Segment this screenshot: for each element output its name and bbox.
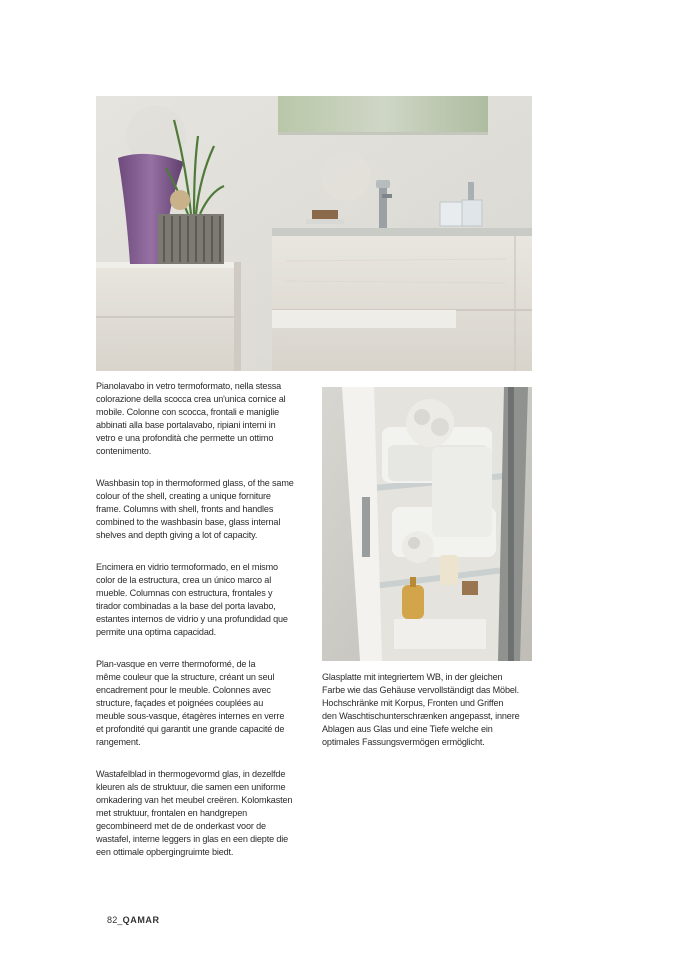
paragraph-italian: Pianolavabo in vetro termoformato, nella stessa colorazione della scocca crea un'unica cornice al mobile. Colonne con scocca, frontali e maniglie abbinati alla base portalavabo, ripiani interni in vetro e una profondità che permette un ottimo contenimento.: [96, 381, 286, 456]
description-column-right: [322, 671, 534, 768]
brand-name: QAMAR: [122, 915, 160, 925]
paragraph-english: Washbasin top in thermoformed glass, of the same colour of the shell, creating a unique forniture frame. Columns with shell, fronts and handles combined to the washbasin base, glass internal shelves and depth giving a lot of capacity.: [96, 478, 294, 540]
description-column-left: [96, 380, 314, 878]
page-number: 82_: [107, 915, 123, 925]
bathroom-vanity-photo: [96, 96, 532, 371]
paragraph-french: Plan-vasque en verre thermoformé, de la même couleur que la structure, créant un seul encadrement pour le meuble. Colonnes avec structure, façades et poignées couplées au meuble sous-vasque, étagères internes en verre et profondité qui garantit une grande capacité de rangement.: [96, 659, 285, 747]
column-shelves-photo: [322, 387, 532, 661]
paragraph-dutch: Wastafelblad in thermogevormd glas, in dezelfde kleuren als de struktuur, die samen een uniforme omkadering van het meubel creëren. Kolomkasten met struktuur, frontalen en handgrepen gecombineerd met de de onderkast voor de wastafel, interne leggers in glas en een diepte die een ottimale opbergingruimte biedt.: [96, 769, 293, 857]
paragraph-spanish: Encimera en vidrio termoformado, en el mismo color de la estructura, crea un único marco al mueble. Columnas con estructura, frontales y tirador combinadas a la base del porta lavabo, estantes internos de vidrio y una profundidad que permite una optima capacidad.: [96, 562, 288, 637]
paragraph-german: Glasplatte mit integriertem WB, in der gleichen Farbe wie das Gehäuse vervollständigt das Möbel. Hochschränke mit Korpus, Fronten und Griffen den Waschtischunterschrænken angepasst, innere Ablagen aus Glas und eine Tiefe welche ein optimales Fassungsvermögen ermöglicht.: [322, 672, 520, 747]
page-footer: [107, 915, 160, 925]
